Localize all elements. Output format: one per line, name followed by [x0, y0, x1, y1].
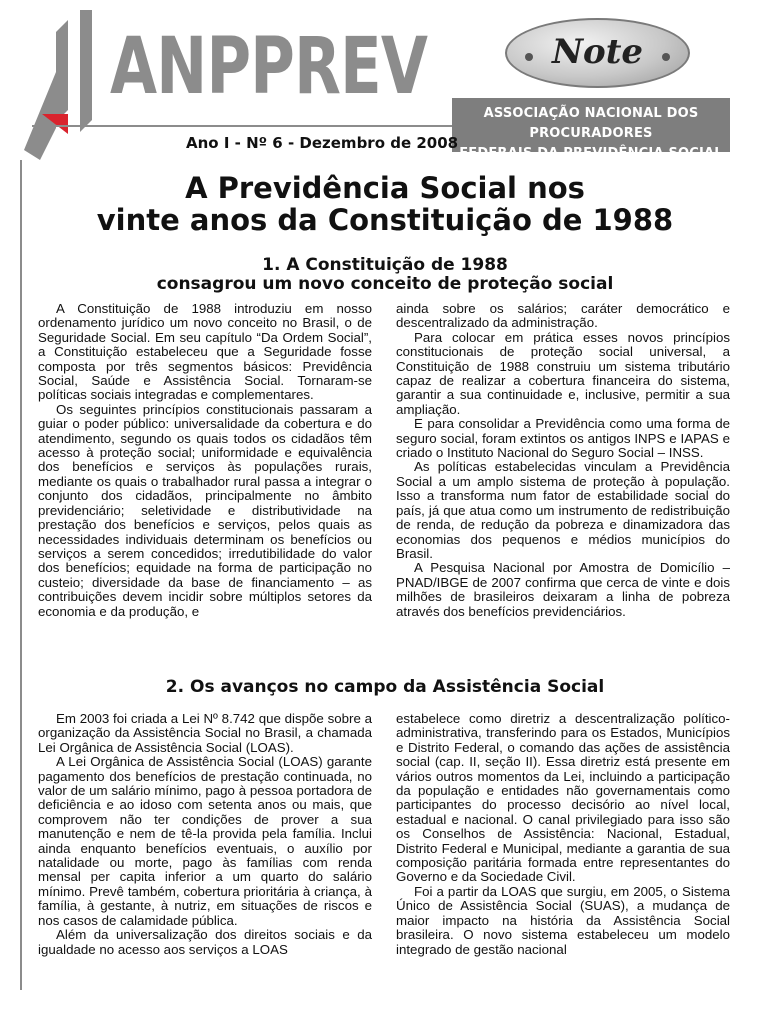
section-1-right-column [396, 302, 730, 619]
note-badge [505, 18, 690, 88]
section-2-title: 2. Os avanços no campo da Assistência Social [165, 677, 605, 697]
paragraph: A Lei Orgânica de Assistência Social (LOAS) garante pagamento dos benefícios de prestação continuada, no valor de um salário mínimo, pago à pessoa portadora de deficiência e ao idoso com setenta anos ou mais, que comprovem não ter condições de prover a sua manutenção e nem de tê-la provida pela família. Inclui ainda enquanto benefícios eventuais, o auxílio por natalidade ou morte, pago às famílias com renda mensal per capita inferior a um quarto do salário mínimo. Prevê também, cobertura prioritária à criança, à família, à gestante, à nutriz, em situações de riscos e nos casos de calamidade pública. [38, 754, 372, 928]
association-line: ASSOCIAÇÃO NACIONAL DOS PROCURADORES [483, 106, 699, 141]
anpprev-logo-icon [20, 10, 100, 170]
paragraph: Para colocar em prática esses novos princípios constitucionais de proteção social universal, a Constituição de 1988 construiu um sistema tributário capaz de realizar a cobertura financeira do sistema, garantir a sua continuidade e, inclusive, permitir a sua ampliação. [396, 329, 730, 417]
paragraph: Foi a partir da LOAS que surgiu, em 2005, o Sistema Único de Assistência Social (SUAS), a mudança de maior impacto na história da Assistência Social brasileira. O novo sistema estabeleceu um modelo integrado de gestão nacional [396, 883, 730, 957]
section-2-right-column [396, 712, 730, 957]
section-1-title [40, 256, 730, 294]
article-title [40, 172, 730, 236]
article-title-line: vinte anos da Constituição de 1988 [96, 203, 674, 237]
section-title-line: 1. A Constituição de 1988 [262, 255, 508, 275]
paragraph: Além da universalização dos direitos sociais e da igualdade no acesso aos serviços a LOAS [38, 927, 372, 957]
paragraph: E para consolidar a Previdência como uma forma de seguro social, foram extintos os antigos INPS e IAPAS e criado o Instituto Nacional do Seguro Social – INSS. [396, 416, 730, 461]
issue-info: Ano I - Nº 6 - Dezembro de 2008 [186, 134, 459, 152]
paragraph: As políticas estabelecidas vinculam a Previdência Social a um amplo sistema de proteção à população. Isso a transforma num fator de estabilidade social do país, já que atua como um instrumento de redistribuição de renda, de redução da pobreza e dinamizadora das economias dos pequenos e médios municípios do Brasil. [396, 459, 730, 561]
association-box [452, 98, 730, 161]
article-title-line: A Previdência Social nos [185, 171, 585, 205]
section-2-left-column [38, 712, 372, 957]
badge-rivet-icon [662, 53, 670, 61]
paragraph: Em 2003 foi criada a Lei Nº 8.742 que dispõe sobre a organização da Assistência Social no Brasil, a chamada Lei Orgânica de Assistência Social (LOAS). [38, 711, 372, 755]
paragraph: ainda sobre os salários; caráter democrático e descentralizado da administração. [396, 301, 730, 331]
section-1-left-column [38, 302, 372, 619]
header-divider [32, 125, 452, 127]
paragraph: estabelece como diretriz a descentralização político-administrativa, transferindo para os Estados, Municípios e Distrito Federal, o comando das ações de assistência social (cap. II, seção II). Essa diretriz está presente em vários outros momentos da Lei, incluindo a participação da população e entidades não governamentais como participantes do processo decisório ao nível local, estadual e nacional. O canal privilegiado para isso são os Conselhos de Assistência: Nacional, Estadual, Distrito Federal e Municipal, mediante a garantia de sua composição paritária formada entre representantes do Governo e da Sociedade Civil. [396, 711, 730, 885]
note-label: Note [551, 32, 644, 72]
brand-title: ANPPREV [110, 22, 428, 112]
page-frame-line [20, 160, 22, 990]
paragraph: A Pesquisa Nacional por Amostra de Domicílio – PNAD/IBGE de 2007 confirma que cerca de vinte e dois milhões de brasileiros deixaram a linha de pobreza através dos benefícios previdenciários. [396, 560, 730, 619]
section-title-line: consagrou um novo conceito de proteção social [156, 274, 614, 294]
paragraph: Os seguintes princípios constitucionais passaram a guiar o poder público: universalidade da cobertura e do atendimento, segundo os quais todos os cidadãos têm acesso à proteção social; uniformidade e equivalência dos benefícios e serviços às populações rurais, mediante os quais o trabalhador rural passa a integrar o conjunto dos cidadãos, principalmente no âmbito previdenciário; seletividade e distributividade na prestação dos benefícios e serviços, pelos quais as necessidades individuais determinam os benefícios ou serviços a serem concedidos; irredutibilidade do valor dos benefícios; equidade na forma de participação no custeio; diversidade da base de financiamento – as contribuições devem incidir sobre múltiplos setores da economia e da produção, e [38, 401, 372, 619]
paragraph: A Constituição de 1988 introduziu em nosso ordenamento jurídico um novo conceito no Brasil, o de Seguridade Social. Em seu capítulo “Da Ordem Social”, a Constituição estabeleceu que a Seguridade fosse composta por três segmentos básicos: Previdência Social, Saúde e Assistência Social. Tornaram-se políticas sociais integradas e complementares. [38, 301, 372, 403]
association-line: FEDERAIS DA PREVIDÊNCIA SOCIAL [459, 146, 723, 161]
